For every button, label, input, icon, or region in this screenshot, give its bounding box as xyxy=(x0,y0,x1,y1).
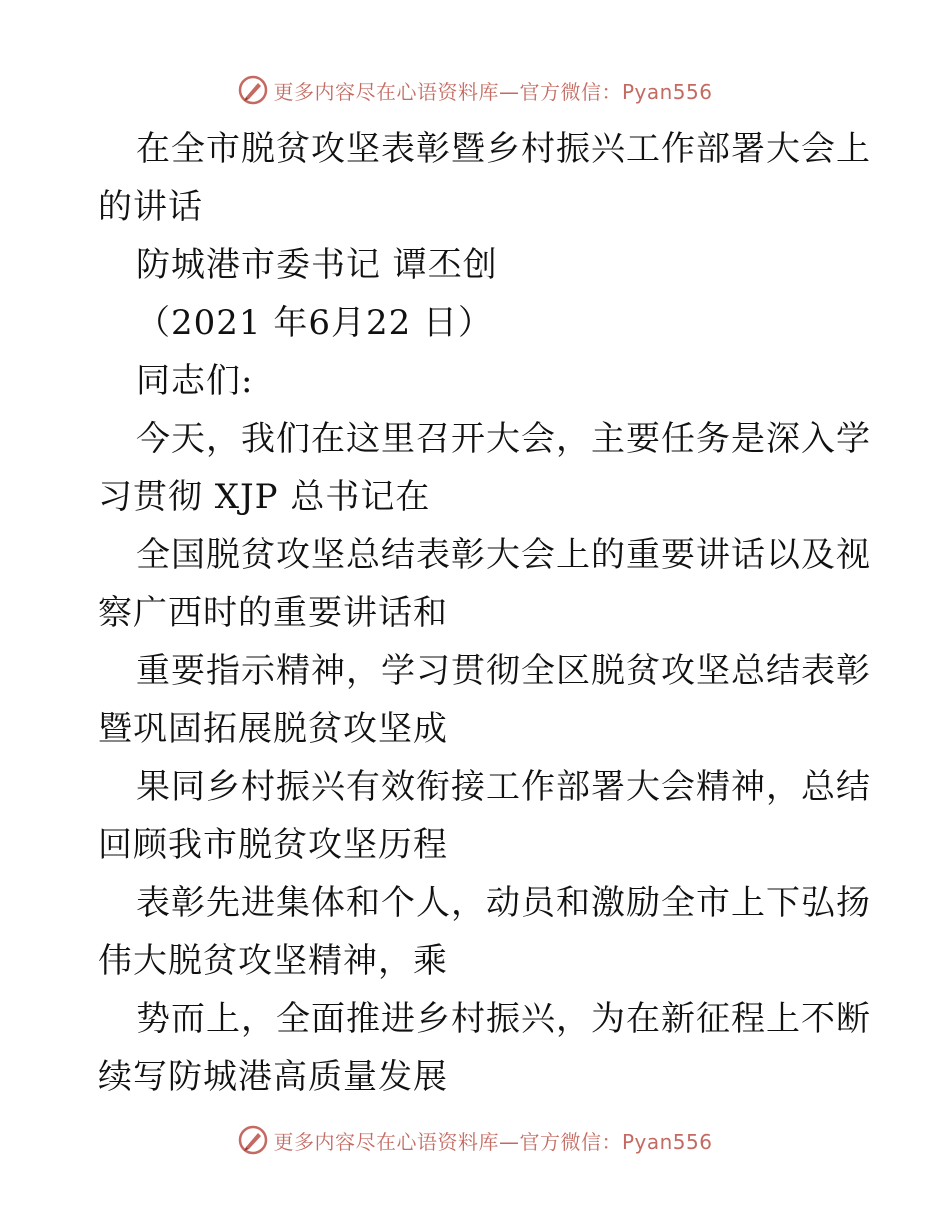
paragraph-line: 今天，我们在这里召开大会，主要任务是深入学 xyxy=(136,419,871,459)
watermark-text: 更多内容尽在心语资料库—官方微信：Pyan556 xyxy=(273,79,713,104)
document-title-line-1: 在全市脱贫攻坚表彰暨乡村振兴工作部署大会上 xyxy=(136,129,871,169)
watermark-footer xyxy=(0,1120,950,1160)
paragraph-line: 表彰先进集体和个人，动员和激励全市上下弘扬 xyxy=(136,883,871,923)
paragraph-line: 果同乡村振兴有效衔接工作部署大会精神，总结 xyxy=(136,767,871,807)
document-author: 防城港市委书记 谭丕创 xyxy=(136,245,498,285)
document-salutation: 同志们: xyxy=(136,361,254,401)
paragraph-line: 重要指示精神，学习贯彻全区脱贫攻坚总结表彰 xyxy=(136,651,871,691)
paragraph-line: 全国脱贫攻坚总结表彰大会上的重要讲话以及视 xyxy=(136,535,871,575)
watermark-header xyxy=(0,70,950,110)
document-body xyxy=(98,120,871,1106)
paragraph-line: 伟大脱贫攻坚精神，乘 xyxy=(98,941,448,981)
watermark-text: 更多内容尽在心语资料库—官方微信：Pyan556 xyxy=(273,1129,713,1154)
pen-logo-icon xyxy=(237,74,269,106)
paragraph-line: 习贯彻 XJP 总书记在 xyxy=(98,477,431,517)
paragraph-line: 暨巩固拓展脱贫攻坚成 xyxy=(98,709,448,749)
paragraph-line: 续写防城港高质量发展 xyxy=(98,1057,448,1097)
document-title-line-2: 的讲话 xyxy=(98,187,203,227)
paragraph-line: 回顾我市脱贫攻坚历程 xyxy=(98,825,448,865)
paragraph-line: 察广西时的重要讲话和 xyxy=(98,593,448,633)
paragraph-line: 势而上，全面推进乡村振兴，为在新征程上不断 xyxy=(136,999,871,1039)
document-date: （2021 年6月22 日） xyxy=(136,303,494,343)
pen-logo-icon xyxy=(237,1124,269,1156)
